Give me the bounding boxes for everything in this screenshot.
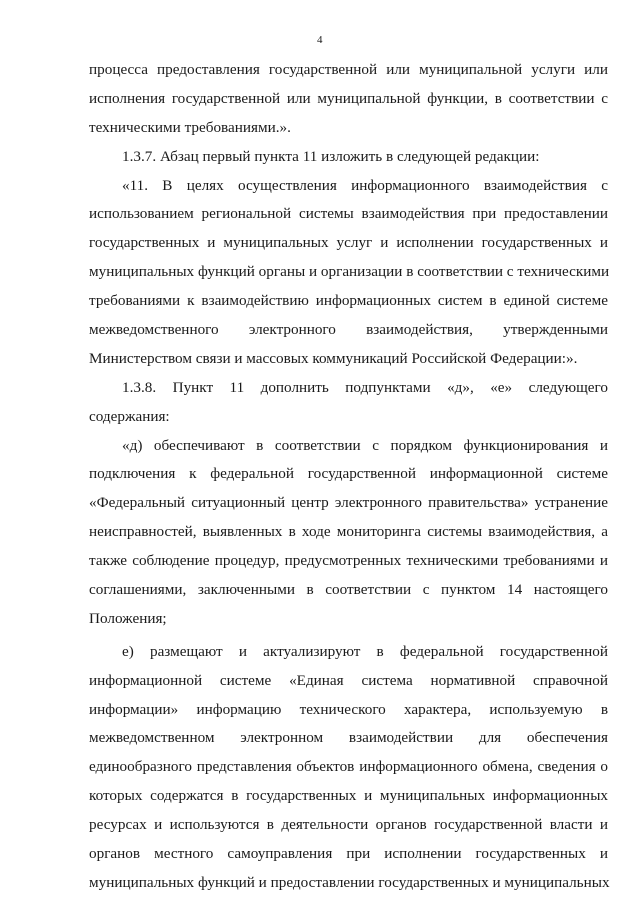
text-line: процесса предоставления государственной или муниципальной услуги или: [89, 61, 608, 78]
text-line: информационной системе «Единая система нормативной справочной: [89, 671, 608, 689]
text-line: ресурсах и используются в деятельности органов государственной власти и: [89, 816, 608, 834]
text-line: которых содержатся в государственных и муниципальных информационных: [89, 787, 608, 805]
text-line: использованием региональной системы взаимодействия при предоставлении: [89, 205, 608, 223]
text-line: муниципальных функций органы и организации в соответствии с техническими: [89, 263, 610, 281]
text-line: 1.3.8. Пункт 11 дополнить подпунктами «д», «е» следующего: [122, 378, 608, 396]
document-body: [89, 56, 608, 898]
text-line: е) размещают и актуализируют в федеральной государственной: [122, 642, 608, 660]
text-line: межведомственного электронного взаимодействия, утвержденными: [89, 321, 608, 339]
text-line: также соблюдение процедур, предусмотренных техническими требованиями и: [89, 552, 608, 570]
text-line: «д) обеспечивают в соответствии с порядком функционирования и: [122, 436, 608, 454]
text-line: государственных и муниципальных услуг и исполнении государственных и: [89, 234, 608, 252]
text-line: техническими требованиями.».: [89, 118, 291, 136]
text-line: муниципальных функций и предоставлении государственных и муниципальных: [89, 873, 610, 891]
text-line: неисправностей, выявленных в ходе мониторинга системы взаимодействия, а: [89, 523, 608, 541]
text-line: исполнения государственной или муниципальной функции, в соответствии с: [89, 89, 608, 107]
text-line: «Федеральный ситуационный центр электронного правительства» устранение: [89, 494, 608, 512]
text-line: информации» информацию технического характера, используемую в: [89, 700, 608, 718]
text-line: требованиями к взаимодействию информационных систем в единой системе: [89, 292, 608, 310]
page-number: 4: [317, 34, 323, 46]
text-line: содержания:: [89, 407, 170, 425]
text-line: подключения к федеральной государственной информационной системе: [89, 465, 608, 483]
text-line: межведомственном электронном взаимодействии для обеспечения: [89, 729, 608, 747]
text-line: Министерством связи и массовых коммуникаций Российской Федерации:».: [89, 349, 578, 367]
text-line: органов местного самоуправления при исполнении государственных и: [89, 845, 608, 863]
text-line: «11. В целях осуществления информационного взаимодействия с: [122, 176, 608, 194]
text-line: Положения;: [89, 609, 167, 627]
text-line: единообразного представления объектов информационного обмена, сведения о: [89, 758, 608, 776]
text-line: 1.3.7. Абзац первый пункта 11 изложить в следующей редакции:: [122, 147, 540, 165]
text-line: соглашениями, заключенными в соответствии с пунктом 14 настоящего: [89, 581, 608, 599]
